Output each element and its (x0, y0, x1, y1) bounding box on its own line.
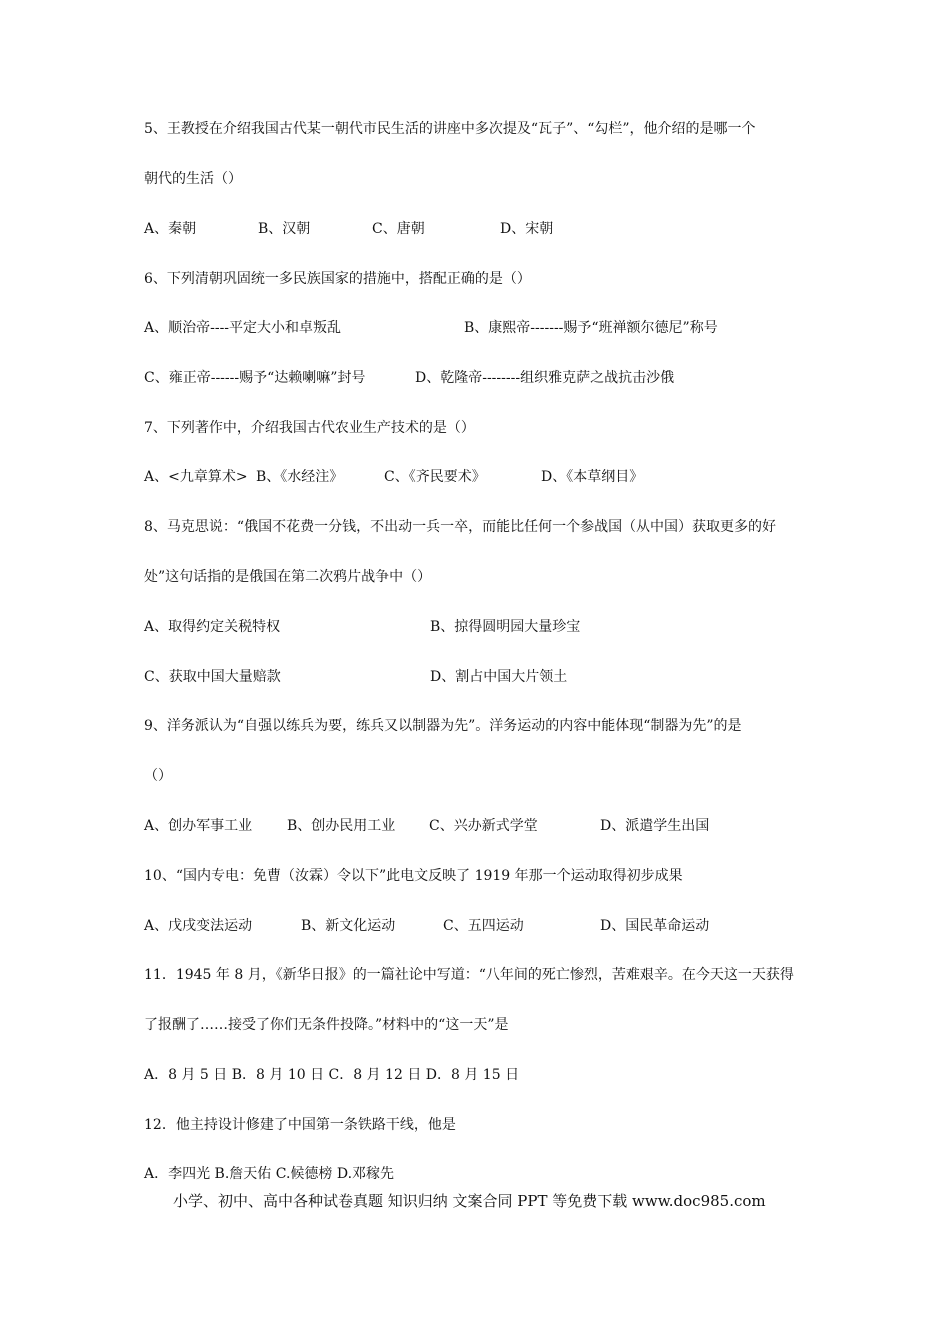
q7-option-b: B、《水经注》 (256, 469, 344, 485)
q9-option-c: C、兴办新式学堂 (429, 818, 538, 834)
q5-stem-line1: 5、王教授在介绍我国古代某一朝代市民生活的讲座中多次提及“瓦子”、“勾栏”，他介绍的是哪一个 (144, 121, 756, 137)
q9-option-a: A、创办军事工业 (144, 818, 253, 834)
q6-option-b: B、康熙帝-------赐予“班禅额尔德尼”称号 (464, 320, 718, 336)
q10-option-d: D、国民革命运动 (600, 918, 710, 934)
q6-stem: 6、下列清朝巩固统一多民族国家的措施中，搭配正确的是（） (144, 271, 531, 287)
q8-option-a: A、取得约定关税特权 (144, 619, 281, 635)
q10-option-c: C、五四运动 (443, 918, 524, 934)
q5-stem-line2: 朝代的生活（） (144, 171, 242, 187)
q8-option-d: D、割占中国大片领土 (430, 669, 568, 685)
q12-stem: 12．他主持设计修建了中国第一条铁路干线，他是 (144, 1117, 456, 1133)
q10-stem: 10、“国内专电：免曹（汝霖）令以下”此电文反映了 1919 年那一个运动取得初步成果 (144, 868, 683, 884)
q6-option-d: D、乾隆帝--------组织雅克萨之战抗击沙俄 (415, 370, 675, 386)
q7-option-c: C、《齐民要术》 (384, 469, 486, 485)
q11-stem-line2: 了报酬了……接受了你们无条件投降。”材料中的“这一天”是 (144, 1017, 509, 1033)
q10-option-a: A、戊戌变法运动 (144, 918, 253, 934)
q6-option-c: C、雍正帝------赐予“达赖喇嘛”封号 (144, 370, 366, 386)
q11-stem-line1: 11．1945 年 8 月，《新华日报》的一篇社论中写道：“八年间的死亡惨烈，苦难艰辛。在今天这一天获得 (144, 967, 794, 983)
q8-option-c: C、获取中国大量赔款 (144, 669, 281, 685)
q5-option-b: B、汉朝 (258, 221, 311, 237)
q9-stem-line1: 9、洋务派认为“自强以练兵为要，练兵又以制器为先”。洋务运动的内容中能体现“制器为先”的是 (144, 718, 742, 734)
footer-download-notice: 小学、初中、高中各种试卷真题 知识归纳 文案合同 PPT 等免费下载 www.doc985.com (173, 1192, 766, 1210)
q6-option-a: A、顺治帝----平定大小和卓叛乱 (144, 320, 342, 336)
q10-option-b: B、新文化运动 (301, 918, 396, 934)
q7-option-d: D、《本草纲目》 (541, 469, 644, 485)
q5-option-a: A、秦朝 (144, 221, 197, 237)
q9-option-b: B、创办民用工业 (287, 818, 396, 834)
q9-option-d: D、派遣学生出国 (600, 818, 710, 834)
q5-option-c: C、唐朝 (372, 221, 425, 237)
q8-stem-line1: 8、马克思说：“俄国不花费一分钱，不出动一兵一卒，而能比任何一个参战国（从中国）获取更多的好 (144, 519, 777, 535)
q9-stem-line2: （） (144, 768, 172, 784)
q7-option-a: A、<九章算术> (144, 469, 248, 485)
q12-options: A．李四光 B.詹天佑 C.候德榜 D.邓稼先 (144, 1166, 395, 1182)
q11-options: A．8 月 5 日 B．8 月 10 日 C．8 月 12 日 D．8 月 15 日 (144, 1067, 520, 1083)
q8-stem-line2: 处”这句话指的是俄国在第二次鸦片战争中（） (144, 569, 432, 585)
q5-option-d: D、宋朝 (500, 221, 554, 237)
q7-stem: 7、下列著作中，介绍我国古代农业生产技术的是（） (144, 420, 475, 436)
q8-option-b: B、掠得圆明园大量珍宝 (430, 619, 581, 635)
